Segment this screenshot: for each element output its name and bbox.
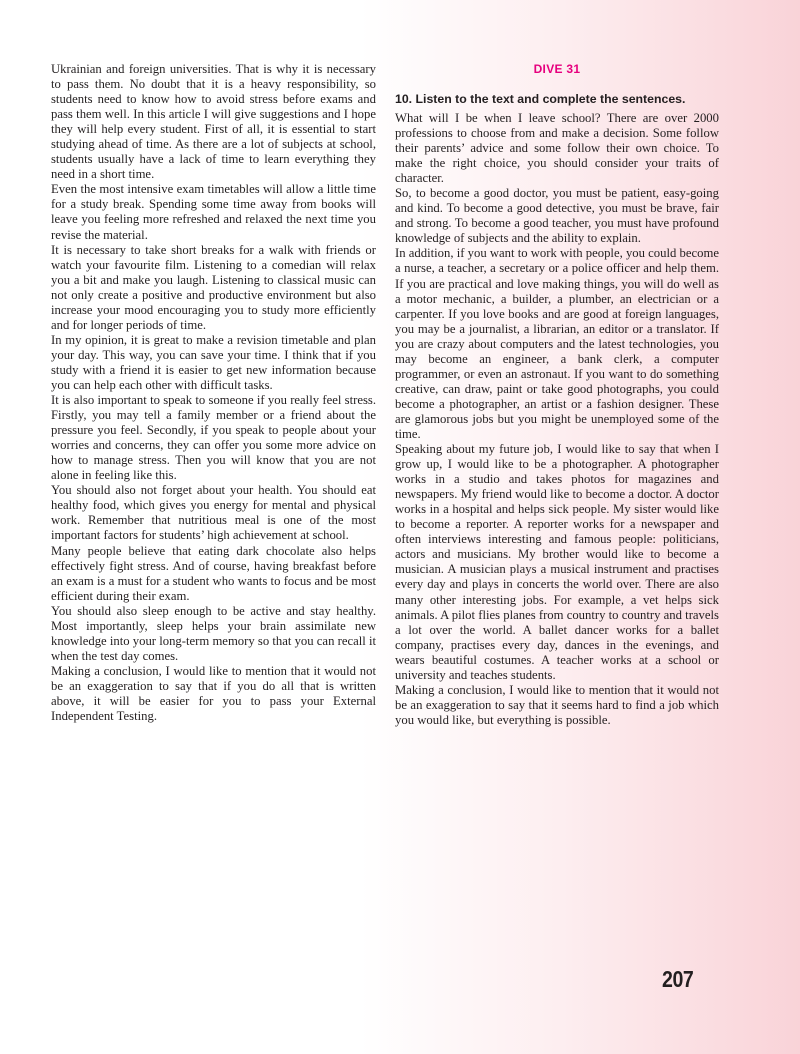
- right-paragraph: Making a conclusion, I would like to mention that it would not be an exaggeration to say that it seems hard to find a job which you would like, but everything is possible.: [395, 682, 719, 727]
- left-paragraph: Making a conclusion, I would like to mention that it would not be an exaggeration to say that if you do all that is written above, it will be easier for you to pass your External Independent Testing.: [51, 663, 376, 724]
- right-column: [395, 111, 719, 728]
- right-paragraph: What will I be when I leave school? There are over 2000 professions to choose from and make a decision. Some follow their parents’ advice and some follow their own choice. To make the right choice, you should consider your traits of character.: [395, 111, 719, 186]
- left-paragraph: You should also not forget about your health. You should eat healthy food, which gives you energy for mental and physical work. Remember that nutritious meal is one of the most important factors for students’ high achievement at school.: [51, 483, 376, 543]
- right-paragraph: Speaking about my future job, I would like to say that when I grow up, I would like to be a photographer. A photographer works in a studio and takes photos for magazines and newspapers. My friend would like to become a doctor. A doctor works in a hospital and helps sick people. My sister would like to become a reporter. A reporter works for a newspaper and often interviews interesting and famous people: politicians, actors and musicians. My brother would like to become a musician. A musician plays a musical instrument and practises every day and plays in concerts the world over. There are also many other interesting jobs. For example, a vet helps sick animals. A pilot flies planes from country to country and travels a lot over the world. A ballet dancer works for a ballet company, practises every day, dances in the evenings, and wears beautiful costumes. A teacher works at a school or university and teaches students.: [395, 442, 719, 682]
- task-heading: 10. Listen to the text and complete the sentences.: [395, 92, 686, 106]
- left-paragraph: It is also important to speak to someone if you really feel stress. Firstly, you may tell a family member or a friend about the pressure you feel. Secondly, if you speak to people about your worries and concerns, they can offer you some more advice on how to manage stress. Then you will know that you are not alone in feeling like this.: [51, 393, 376, 483]
- left-paragraph: In my opinion, it is great to make a revision timetable and plan your day. This way, you can save your time. I think that if you study with a friend it is easier to get new information because you can help each other with difficult tasks.: [51, 332, 376, 392]
- left-paragraph: Many people believe that eating dark chocolate also helps effectively fight stress. And of course, having breakfast before an exam is a must for a student who wants to focus and be most efficient during their exam.: [51, 543, 376, 603]
- page-number: 207: [662, 966, 694, 992]
- left-paragraph: You should also sleep enough to be active and stay healthy. Most importantly, sleep helps your brain assimilate new knowledge into your long-term memory so that you can recall it when the test day comes.: [51, 603, 376, 663]
- dive-label: DIVE 31: [533, 62, 581, 76]
- right-paragraph: In addition, if you want to work with people, you could become a nurse, a teacher, a secretary or a police officer and help them. If you are practical and love making things, you will do well as a motor mechanic, a builder, a plumber, an electrician or a carpenter. If you love books and are good at foreign languages, you may be a journalist, a librarian, an editor or a translator. If you are crazy about computers and the latest technologies, you may become an engineer, a bank clerk, a computer programmer, or even an astronaut. If you want to do something creative, can draw, paint or take good photographs, you could become a photographer, an artist or a fashion designer. These are glamorous jobs but you might be unemployed some of the time.: [395, 246, 719, 441]
- left-paragraph: Even the most intensive exam timetables will allow a little time for a study break. Spending some time away from books will leave you feeling more refreshed and relaxed the next time you revise the material.: [51, 182, 376, 242]
- left-paragraph: Ukrainian and foreign universities. That is why it is necessary to pass them. No doubt that it is a heavy responsibility, so students need to know how to avoid stress before exams and pass them well. In this article I will give suggestions and I hope they will help every student. First of all, it is essential to start studying ahead of time. As there are a lot of subjects at school, students usually have a lack of time to learn everything they need in a short time.: [51, 62, 376, 182]
- left-paragraph: It is necessary to take short breaks for a walk with friends or watch your favourite film. Listening to a comedian will relax you a bit and make you laugh. Listening to classical music can not only create a positive and productive environment but also increase your mood encouraging you to study more efficiently and for longer periods of time.: [51, 242, 376, 332]
- left-column: [51, 62, 376, 724]
- right-paragraph: So, to become a good doctor, you must be patient, easy-going and kind. To become a good detective, you must be brave, fair and strong. To become a good teacher, you must have profound knowledge of subjects and the ability to explain.: [395, 186, 719, 246]
